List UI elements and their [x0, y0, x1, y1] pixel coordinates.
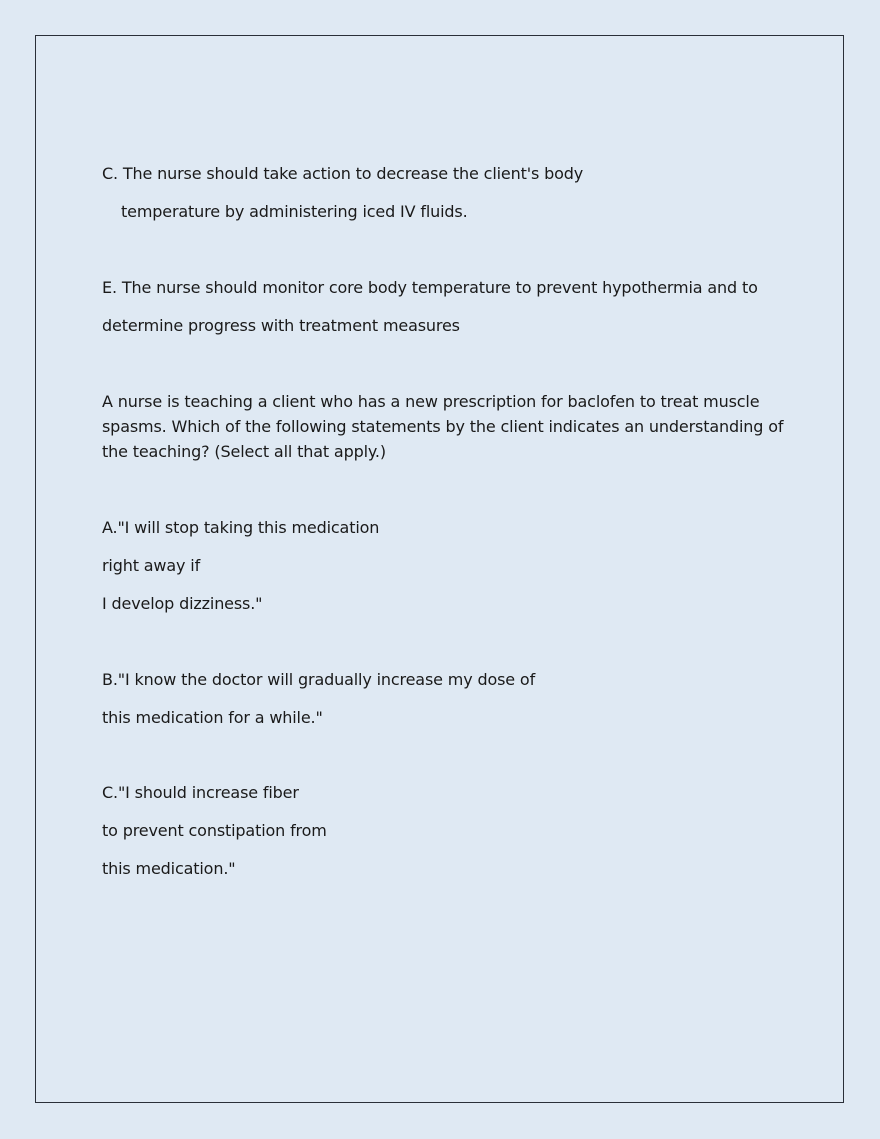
option-a-line-2: right away if — [102, 556, 201, 575]
option-c-line-1: C."I should increase fiber — [102, 783, 299, 802]
option-b-line-1: B."I know the doctor will gradually increase my dose of — [102, 670, 536, 689]
answer-e-text: E. The nurse should monitor core body temperature to prevent hypothermia and to — [102, 278, 758, 297]
question-text-line-3: the teaching? (Select all that apply.) — [102, 442, 386, 461]
answer-c-text-continued: temperature by administering iced IV fluids. — [121, 202, 468, 221]
option-a-line-1: A."I will stop taking this medication — [102, 518, 380, 537]
option-a-line-3: I develop dizziness." — [102, 594, 263, 613]
answer-c-text: C. The nurse should take action to decrease the client's body — [102, 164, 584, 183]
option-b-line-2: this medication for a while." — [102, 708, 323, 727]
question-text-line-1: A nurse is teaching a client who has a new prescription for baclofen to treat muscle — [102, 392, 760, 411]
question-text-line-2: spasms. Which of the following statements by the client indicates an understanding of — [102, 417, 784, 436]
answer-e-text-continued: determine progress with treatment measures — [102, 316, 460, 335]
option-c-line-3: this medication." — [102, 859, 236, 878]
option-c-line-2: to prevent constipation from — [102, 821, 327, 840]
